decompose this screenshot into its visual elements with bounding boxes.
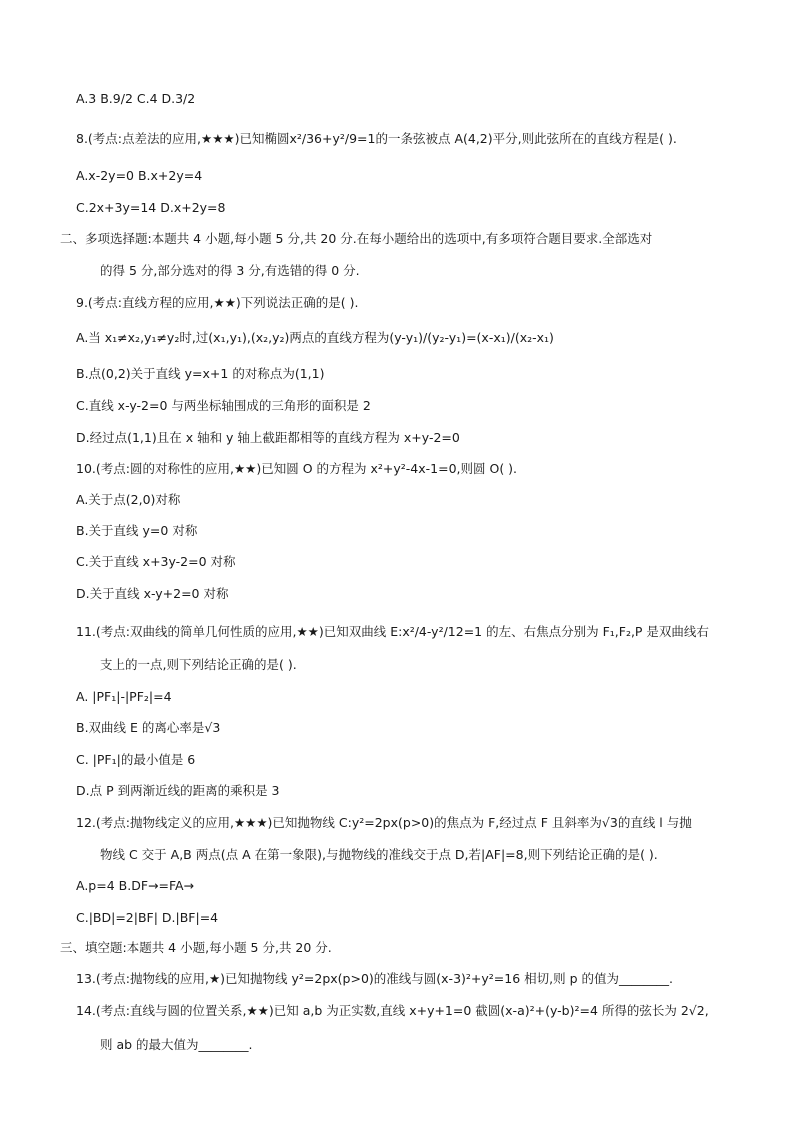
q10-stem: 10.(考点:圆的对称性的应用,★★)已知圆 O 的方程为 x²+y²-4x-1=0,则圆 O( ). [76,461,518,476]
q9-option-d: D.经过点(1,1)且在 x 轴和 y 轴上截距都相等的直线方程为 x+y-2=0 [76,430,460,445]
section-3-heading: 三、填空题:本题共 4 小题,每小题 5 分,共 20 分. [60,940,332,955]
q11-option-a: A. |PF₁|-|PF₂|=4 [76,689,172,704]
q10-option-c: C.关于直线 x+3y-2=0 对称 [76,554,236,569]
q10-option-a: A.关于点(2,0)对称 [76,492,181,507]
q11-stem: 11.(考点:双曲线的简单几何性质的应用,★★)已知双曲线 E:x²/4-y²/12=1 的左、右焦点分别为 F₁,F₂,P 是双曲线右 [76,624,709,639]
q8-options-cd: C.2x+3y=14 D.x+2y=8 [76,200,226,215]
q12-options-ab: A.p=4 B.DF→=FA→ [76,878,195,893]
section-2-heading: 二、多项选择题:本题共 4 小题,每小题 5 分,共 20 分.在每小题给出的选项中,有多项符合题目要求.全部选对 [60,231,653,246]
q9-stem: 9.(考点:直线方程的应用,★★)下列说法正确的是( ). [76,295,359,310]
q9-option-a: A.当 x₁≠x₂,y₁≠y₂时,过(x₁,y₁),(x₂,y₂)两点的直线方程为(y-y₁)/(y₂-y₁)=(x-x₁)/(x₂-x₁) [76,330,554,345]
q11-option-d: D.点 P 到两渐近线的距离的乘积是 3 [76,783,280,798]
q12-stem-cont: 物线 C 交于 A,B 两点(点 A 在第一象限),与抛物线的准线交于点 D,若|AF|=8,则下列结论正确的是( ). [100,847,658,862]
q12-options-cd: C.|BD|=2|BF| D.|BF|=4 [76,910,219,925]
q8-stem: 8.(考点:点差法的应用,★★★)已知椭圆x²/36+y²/9=1的一条弦被点 A(4,2)平分,则此弦所在的直线方程是( ). [76,131,677,146]
q11-stem-cont: 支上的一点,则下列结论正确的是( ). [100,657,297,672]
q7-options: A.3 B.9/2 C.4 D.3/2 [76,91,196,106]
q9-option-b: B.点(0,2)关于直线 y=x+1 的对称点为(1,1) [76,366,325,381]
q8-options-ab: A.x-2y=0 B.x+2y=4 [76,168,203,183]
q11-option-b: B.双曲线 E 的离心率是√3 [76,720,221,735]
q10-option-b: B.关于直线 y=0 对称 [76,523,198,538]
q13-stem: 13.(考点:抛物线的应用,★)已知抛物线 y²=2px(p>0)的准线与圆(x-3)²+y²=16 相切,则 p 的值为________. [76,971,673,986]
section-2-heading-cont: 的得 5 分,部分选对的得 3 分,有选错的得 0 分. [100,263,360,278]
q10-option-d: D.关于直线 x-y+2=0 对称 [76,586,229,601]
q9-option-c: C.直线 x-y-2=0 与两坐标轴围成的三角形的面积是 2 [76,398,371,413]
q11-option-c: C. |PF₁|的最小值是 6 [76,752,196,767]
q12-stem: 12.(考点:抛物线定义的应用,★★★)已知抛物线 C:y²=2px(p>0)的焦点为 F,经过点 F 且斜率为√3的直线 l 与抛 [76,815,692,830]
q14-stem-cont: 则 ab 的最大值为________. [100,1037,253,1052]
q14-stem: 14.(考点:直线与圆的位置关系,★★)已知 a,b 为正实数,直线 x+y+1=0 截圆(x-a)²+(y-b)²=4 所得的弦长为 2√2, [76,1003,709,1018]
